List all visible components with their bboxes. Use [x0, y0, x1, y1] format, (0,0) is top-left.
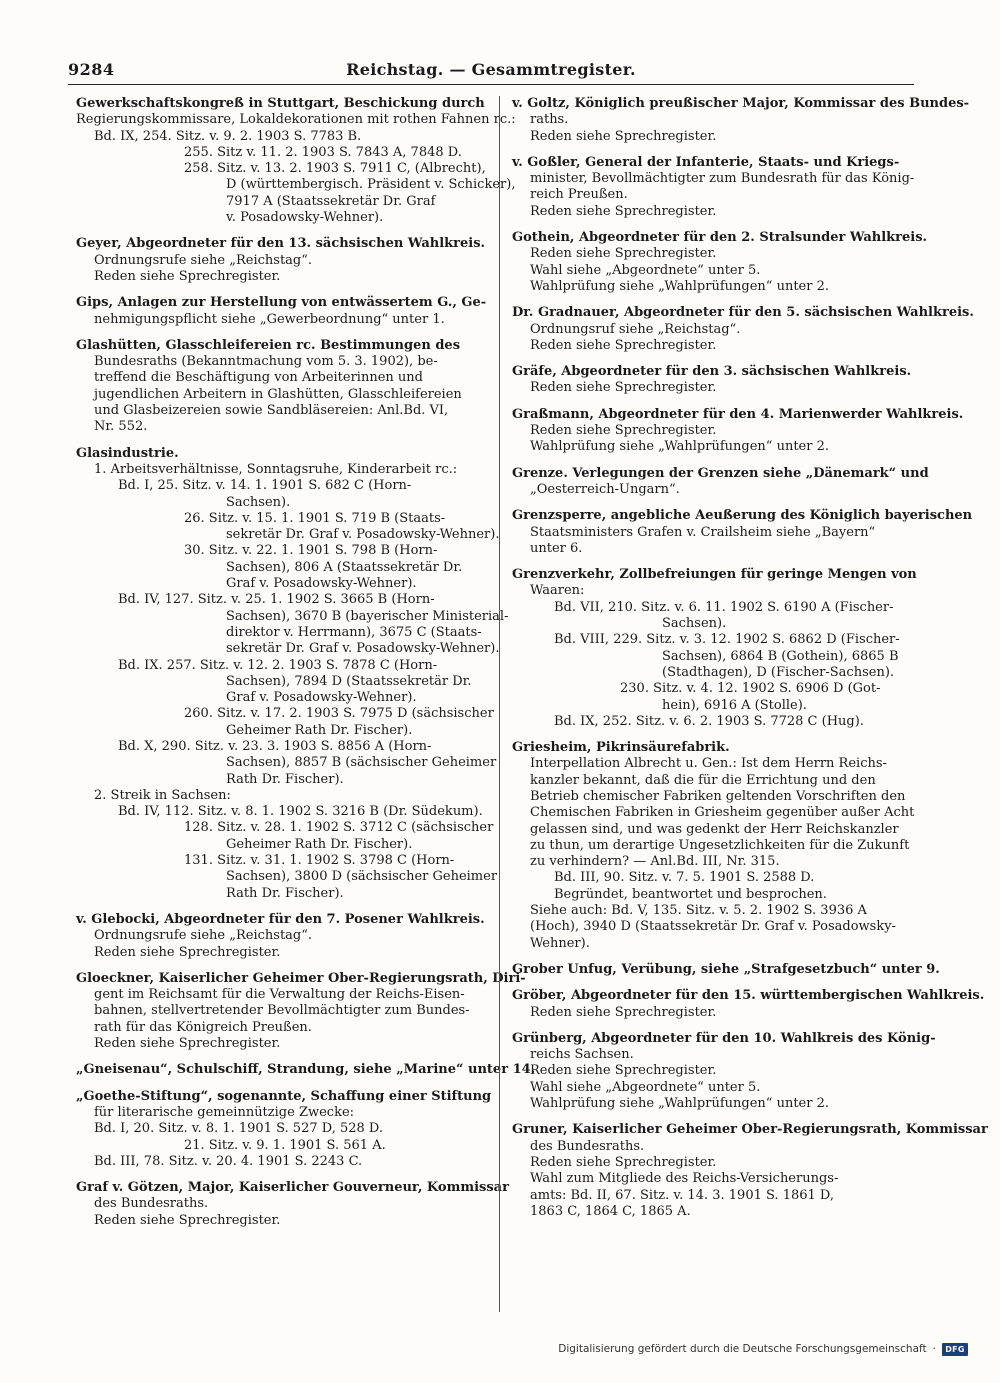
- entry-line: zu thun, um derartige Ungesetzlichkeiten für die Zukunft: [530, 837, 910, 853]
- index-entry: [76, 96, 516, 226]
- entry-line: Regierungskommissare, Lokaldekorationen mit rothen Fahnen rc.:: [76, 112, 516, 128]
- entry-line: Bd. IX. 257. Sitz. v. 12. 2. 1903 S. 7878 C (Horn-: [118, 657, 438, 673]
- index-entry: [76, 338, 496, 436]
- entry-line: 1. Arbeitsverhältnisse, Sonntagsruhe, Kinderarbeit rc.:: [94, 461, 458, 477]
- entry-line: 1863 C, 1864 C, 1865 A.: [530, 1203, 691, 1219]
- index-entry: [512, 305, 974, 354]
- entry-headword-line: Grenzsperre, angebliche Aeußerung des Königlich bayerischen: [512, 508, 973, 524]
- entry-headword-line: Griesheim, Pikrinsäurefabrik.: [512, 740, 730, 756]
- index-entry: [512, 155, 932, 220]
- entry-line: Interpellation Albrecht u. Gen.: Ist dem Herrn Reichs-: [530, 756, 887, 772]
- entry-headword-line: Gruner, Kaiserlicher Geheimer Ober-Regierungsrath, Kommissar: [512, 1122, 988, 1138]
- entry-headword-line: Glasindustrie.: [76, 445, 179, 461]
- index-entry: [76, 912, 496, 961]
- entry-headword-line: Graßmann, Abgeordneter für den 4. Marienwerder Wahlkreis.: [512, 406, 964, 422]
- page-header: [68, 58, 914, 85]
- entry-line: rath für das Königreich Preußen.: [94, 1019, 312, 1035]
- entry-line: Reden siehe Sprechregister.: [530, 1004, 717, 1020]
- entry-line: Bd. X, 290. Sitz. v. 23. 3. 1903 S. 8856 A (Horn-: [118, 738, 432, 754]
- entry-headword-line: Grenzverkehr, Zollbefreiungen für geringe Mengen von: [512, 567, 917, 583]
- entry-line: Wahlprüfung siehe „Wahlprüfungen“ unter 2.: [530, 1096, 829, 1112]
- entry-line: Reden siehe Sprechregister.: [530, 1154, 717, 1170]
- entry-line: Bd. VIII, 229. Sitz. v. 3. 12. 1902 S. 6862 D (Fischer-: [554, 632, 900, 648]
- footer-credit: Digitalisierung gefördert durch die Deutsche Forschungsgemeinschaft: [558, 1343, 927, 1355]
- index-entry: [512, 1030, 936, 1112]
- entry-line: Wahl zum Mitgliede des Reichs-Versicherungs-: [530, 1171, 839, 1187]
- index-entry: [76, 1180, 509, 1229]
- entry-line: Reden siehe Sprechregister.: [530, 423, 717, 439]
- index-entry: [76, 445, 509, 902]
- entry-line: direktor v. Herrmann), 3675 C (Staats-: [226, 624, 482, 640]
- entry-line: bahnen, stellvertretender Bevollmächtigter zum Bundes-: [94, 1003, 470, 1019]
- entry-line: Geheimer Rath Dr. Fischer).: [226, 722, 413, 738]
- entry-line: Reden siehe Sprechregister.: [530, 203, 717, 219]
- entry-line: reich Preußen.: [530, 187, 628, 203]
- entry-line: 26. Sitz. v. 15. 1. 1901 S. 719 B (Staats-: [184, 510, 446, 526]
- entry-line: Wahl siehe „Abgeordnete“ unter 5.: [530, 1079, 761, 1095]
- entry-line: amts: Bd. II, 67. Sitz. v. 14. 3. 1901 S. 1861 D,: [530, 1187, 835, 1203]
- entry-line: Sachsen), 3670 B (bayerischer Ministerial-: [226, 608, 509, 624]
- entry-line: Wahlprüfung siehe „Wahlprüfungen“ unter 2.: [530, 278, 829, 294]
- index-entry: [512, 567, 932, 730]
- index-entry: [76, 1089, 496, 1170]
- entry-line: Bd. IV, 127. Sitz. v. 25. 1. 1902 S. 3665 B (Horn-: [118, 592, 435, 608]
- entry-headword-line: Glashütten, Glasschleifereien rc. Bestimmungen des: [76, 337, 461, 353]
- entry-line: des Bundesraths.: [530, 1138, 645, 1154]
- entry-line: Bd. IX, 254. Sitz. v. 9. 2. 1903 S. 7783 B.: [94, 128, 362, 144]
- entry-line: zu verhindern? — Anl.Bd. III, Nr. 315.: [530, 854, 780, 870]
- entry-line: kanzler bekannt, daß die für die Errichtung und den: [530, 772, 876, 788]
- entry-line: Rath Dr. Fischer).: [226, 885, 344, 901]
- entry-line: nehmigungspflicht siehe „Gewerbeordnung“ unter 1.: [94, 311, 445, 327]
- entry-line: des Bundesraths.: [94, 1196, 209, 1212]
- entry-line: Sachsen), 6864 B (Gothein), 6865 B: [662, 648, 899, 664]
- entry-line: Geheimer Rath Dr. Fischer).: [226, 836, 413, 852]
- index-entry: [76, 295, 496, 328]
- entry-headword-line: Grünberg, Abgeordneter für den 10. Wahlkreis des König-: [512, 1030, 936, 1046]
- index-entry: [512, 364, 932, 397]
- entry-line: sekretär Dr. Graf v. Posadowsky-Wehner).: [226, 641, 500, 657]
- entry-line: Sachsen).: [226, 494, 291, 510]
- entry-line: gelassen sind, und was gedenkt der Herr Reichskanzler: [530, 821, 899, 837]
- entry-headword-line: Geyer, Abgeordneter für den 13. sächsischen Wahlkreis.: [76, 236, 486, 252]
- entry-line: für literarische gemeinnützige Zwecke:: [94, 1104, 355, 1120]
- entry-line: Rath Dr. Fischer).: [226, 771, 344, 787]
- entry-line: Reden siehe Sprechregister.: [94, 1036, 281, 1052]
- entry-headword-line: „Gneisenau“, Schulschiff, Strandung, siehe „Marine“ unter 14.: [76, 1062, 536, 1078]
- entry-line: Graf v. Posadowsky-Wehner).: [226, 690, 417, 706]
- entry-line: Nr. 552.: [94, 419, 148, 435]
- running-title: Reichstag. — Gesammtregister.: [346, 60, 636, 79]
- index-entry: [512, 1122, 988, 1220]
- entry-line: hein), 6916 A (Stolle).: [662, 697, 807, 713]
- entry-line: treffend die Beschäftigung von Arbeiterinnen und: [94, 370, 423, 386]
- entry-line: (Stadthagen), D (Fischer-Sachsen).: [662, 664, 895, 680]
- entry-line: Reden siehe Sprechregister.: [530, 337, 717, 353]
- entry-line: Sachsen).: [662, 616, 727, 632]
- entry-line: Ordnungsrufe siehe „Reichstag“.: [94, 252, 313, 268]
- entry-line: gent im Reichsamt für die Verwaltung der Reichs-Eisen-: [94, 987, 465, 1003]
- index-entry: [512, 740, 932, 952]
- dfg-logo: DFG: [942, 1343, 968, 1356]
- entry-headword-line: Graf v. Götzen, Major, Kaiserlicher Gouverneur, Kommissar: [76, 1180, 509, 1196]
- entry-line: Bd. I, 20. Sitz. v. 8. 1. 1901 S. 527 D, 528 D.: [94, 1121, 384, 1137]
- entry-line: jugendlichen Arbeitern in Glashütten, Glasschleifereien: [94, 386, 462, 402]
- entry-line: Bundesraths (Bekanntmachung vom 5. 3. 1902), be-: [94, 354, 438, 370]
- index-entry: [76, 970, 526, 1052]
- index-entry: [512, 466, 932, 499]
- entry-line: raths.: [530, 112, 569, 128]
- entry-line: Sachsen), 806 A (Staatssekretär Dr.: [226, 559, 463, 575]
- entry-line: Reden siehe Sprechregister.: [530, 380, 717, 396]
- entry-line: Bd. VII, 210. Sitz. v. 6. 11. 1902 S. 6190 A (Fischer-: [554, 599, 894, 615]
- entry-line: Bd. III, 78. Sitz. v. 20. 4. 1901 S. 2243 C.: [94, 1153, 363, 1169]
- entry-line: Bd. III, 90. Sitz. v. 7. 5. 1901 S. 2588 D.: [554, 870, 815, 886]
- entry-line: Bd. I, 25. Sitz. v. 14. 1. 1901 S. 682 C (Horn-: [118, 478, 412, 494]
- entry-headword-line: Grenze. Verlegungen der Grenzen siehe „Dänemark“ und: [512, 465, 929, 481]
- entry-line: Reden siehe Sprechregister.: [530, 1063, 717, 1079]
- left-column: [76, 96, 536, 1239]
- index-entry: [512, 508, 973, 557]
- index-entry: [512, 96, 970, 145]
- entry-line: reichs Sachsen.: [530, 1047, 634, 1063]
- entry-headword-line: v. Goßler, General der Infanterie, Staats- und Kriegs-: [512, 154, 900, 170]
- entry-line: 30. Sitz. v. 22. 1. 1901 S. 798 B (Horn-: [184, 543, 438, 559]
- index-entry: [512, 988, 985, 1021]
- entry-line: 230. Sitz. v. 4. 12. 1902 S. 6906 D (Got-: [620, 681, 881, 697]
- entry-line: Graf v. Posadowsky-Wehner).: [226, 576, 417, 592]
- entry-headword-line: Gewerkschaftskongreß in Stuttgart, Beschickung durch: [76, 96, 485, 111]
- entry-headword-line: Gloeckner, Kaiserlicher Geheimer Ober-Regierungsrath, Diri-: [76, 970, 526, 986]
- entry-line: 21. Sitz. v. 9. 1. 1901 S. 561 A.: [184, 1137, 386, 1153]
- entry-line: Begründet, beantwortet und besprochen.: [554, 886, 827, 902]
- entry-line: Staatsministers Grafen v. Crailsheim siehe „Bayern“: [530, 524, 876, 540]
- entry-headword-line: Dr. Gradnauer, Abgeordneter für den 5. sächsischen Wahlkreis.: [512, 305, 974, 321]
- entry-line: v. Posadowsky-Wehner).: [226, 210, 384, 226]
- entry-line: Siehe auch: Bd. V, 135. Sitz. v. 5. 2. 1902 S. 3936 A: [530, 903, 867, 919]
- entry-line: Sachsen), 7894 D (Staatssekretär Dr.: [226, 673, 472, 689]
- entry-line: Ordnungsruf siehe „Reichstag“.: [530, 321, 741, 337]
- entry-headword-line: v. Goltz, Königlich preußischer Major, Kommissar des Bundes-: [512, 96, 970, 111]
- entry-headword-line: Gröber, Abgeordneter für den 15. württembergischen Wahlkreis.: [512, 988, 985, 1004]
- entry-line: Sachsen), 3800 D (sächsischer Geheimer: [226, 869, 498, 885]
- entry-headword-line: Grober Unfug, Verübung, siehe „Strafgesetzbuch“ unter 9.: [512, 961, 940, 977]
- entry-line: Sachsen), 8857 B (sächsischer Geheimer: [226, 755, 497, 771]
- entry-headword-line: Gräfe, Abgeordneter für den 3. sächsischen Wahlkreis.: [512, 364, 912, 380]
- entry-line: 260. Sitz. v. 17. 2. 1903 S. 7975 D (sächsischer: [184, 706, 494, 722]
- page-number: 9284: [68, 60, 115, 79]
- entry-line: Bd. IV, 112. Sitz. v. 8. 1. 1902 S. 3216 B (Dr. Südekum).: [118, 804, 483, 820]
- entry-headword-line: Gips, Anlagen zur Herstellung von entwässertem G., Ge-: [76, 295, 487, 311]
- entry-line: Reden siehe Sprechregister.: [94, 268, 281, 284]
- entry-line: Wahlprüfung siehe „Wahlprüfungen“ unter 2.: [530, 439, 829, 455]
- entry-line: „Oesterreich-Ungarn“.: [530, 481, 680, 497]
- index-entry: [512, 406, 964, 456]
- entry-headword-line: v. Glebocki, Abgeordneter für den 7. Posener Wahlkreis.: [76, 911, 485, 927]
- index-entry: [76, 236, 496, 285]
- entry-line: 7917 A (Staatssekretär Dr. Graf: [226, 193, 436, 209]
- entry-line: Betrieb chemischer Fabriken geltenden Vorschriften den: [530, 788, 906, 804]
- entry-line: Waaren:: [530, 583, 585, 599]
- entry-line: Reden siehe Sprechregister.: [94, 1212, 281, 1228]
- entry-line: Wahl siehe „Abgeordnete“ unter 5.: [530, 262, 761, 278]
- entry-line: 258. Sitz. v. 13. 2. 1903 S. 7911 C, (Albrecht),: [184, 161, 486, 177]
- entry-headword-line: „Goethe-Stiftung“, sogenannte, Schaffung einer Stiftung: [76, 1088, 492, 1104]
- entry-headword-line: Gothein, Abgeordneter für den 2. Stralsunder Wahlkreis.: [512, 230, 928, 246]
- footer: Digitalisierung gefördert durch die Deutsche Forschungsgemeinschaft · DFG: [558, 1340, 968, 1358]
- entry-line: 131. Sitz. v. 31. 1. 1902 S. 3798 C (Horn-: [184, 853, 455, 869]
- entry-line: Ordnungsrufe siehe „Reichstag“.: [94, 928, 313, 944]
- right-column: [512, 96, 988, 1230]
- entry-line: unter 6.: [530, 540, 583, 556]
- entry-line: (Hoch), 3940 D (Staatssekretär Dr. Graf v. Posadowsky-: [530, 919, 896, 935]
- entry-line: Reden siehe Sprechregister.: [94, 944, 281, 960]
- entry-line: 255. Sitz v. 11. 2. 1903 S. 7843 A, 7848 D.: [184, 144, 462, 160]
- entry-line: minister, Bevollmächtigter zum Bundesrath für das König-: [530, 171, 915, 187]
- column-divider: [499, 96, 500, 1312]
- entry-line: 2. Streik in Sachsen:: [94, 787, 231, 803]
- entry-line: Reden siehe Sprechregister.: [530, 128, 717, 144]
- index-entry: [512, 230, 932, 295]
- index-entry: [512, 961, 940, 978]
- entry-line: Chemischen Fabriken in Griesheim gegenüber außer Acht: [530, 805, 915, 821]
- index-entry: [76, 1062, 536, 1078]
- entry-line: sekretär Dr. Graf v. Posadowsky-Wehner).: [226, 527, 500, 543]
- entry-line: D (württembergisch. Präsident v. Schicker),: [226, 177, 516, 193]
- entry-line: Bd. IX, 252. Sitz. v. 6. 2. 1903 S. 7728 C (Hug).: [554, 713, 864, 729]
- entry-line: Wehner).: [530, 935, 590, 951]
- entry-line: Reden siehe Sprechregister.: [530, 246, 717, 262]
- entry-line: 128. Sitz. v. 28. 1. 1902 S. 3712 C (sächsischer: [184, 820, 494, 836]
- entry-line: und Glasbeizereien sowie Sandbläsereien: Anl.Bd. VI,: [94, 403, 449, 419]
